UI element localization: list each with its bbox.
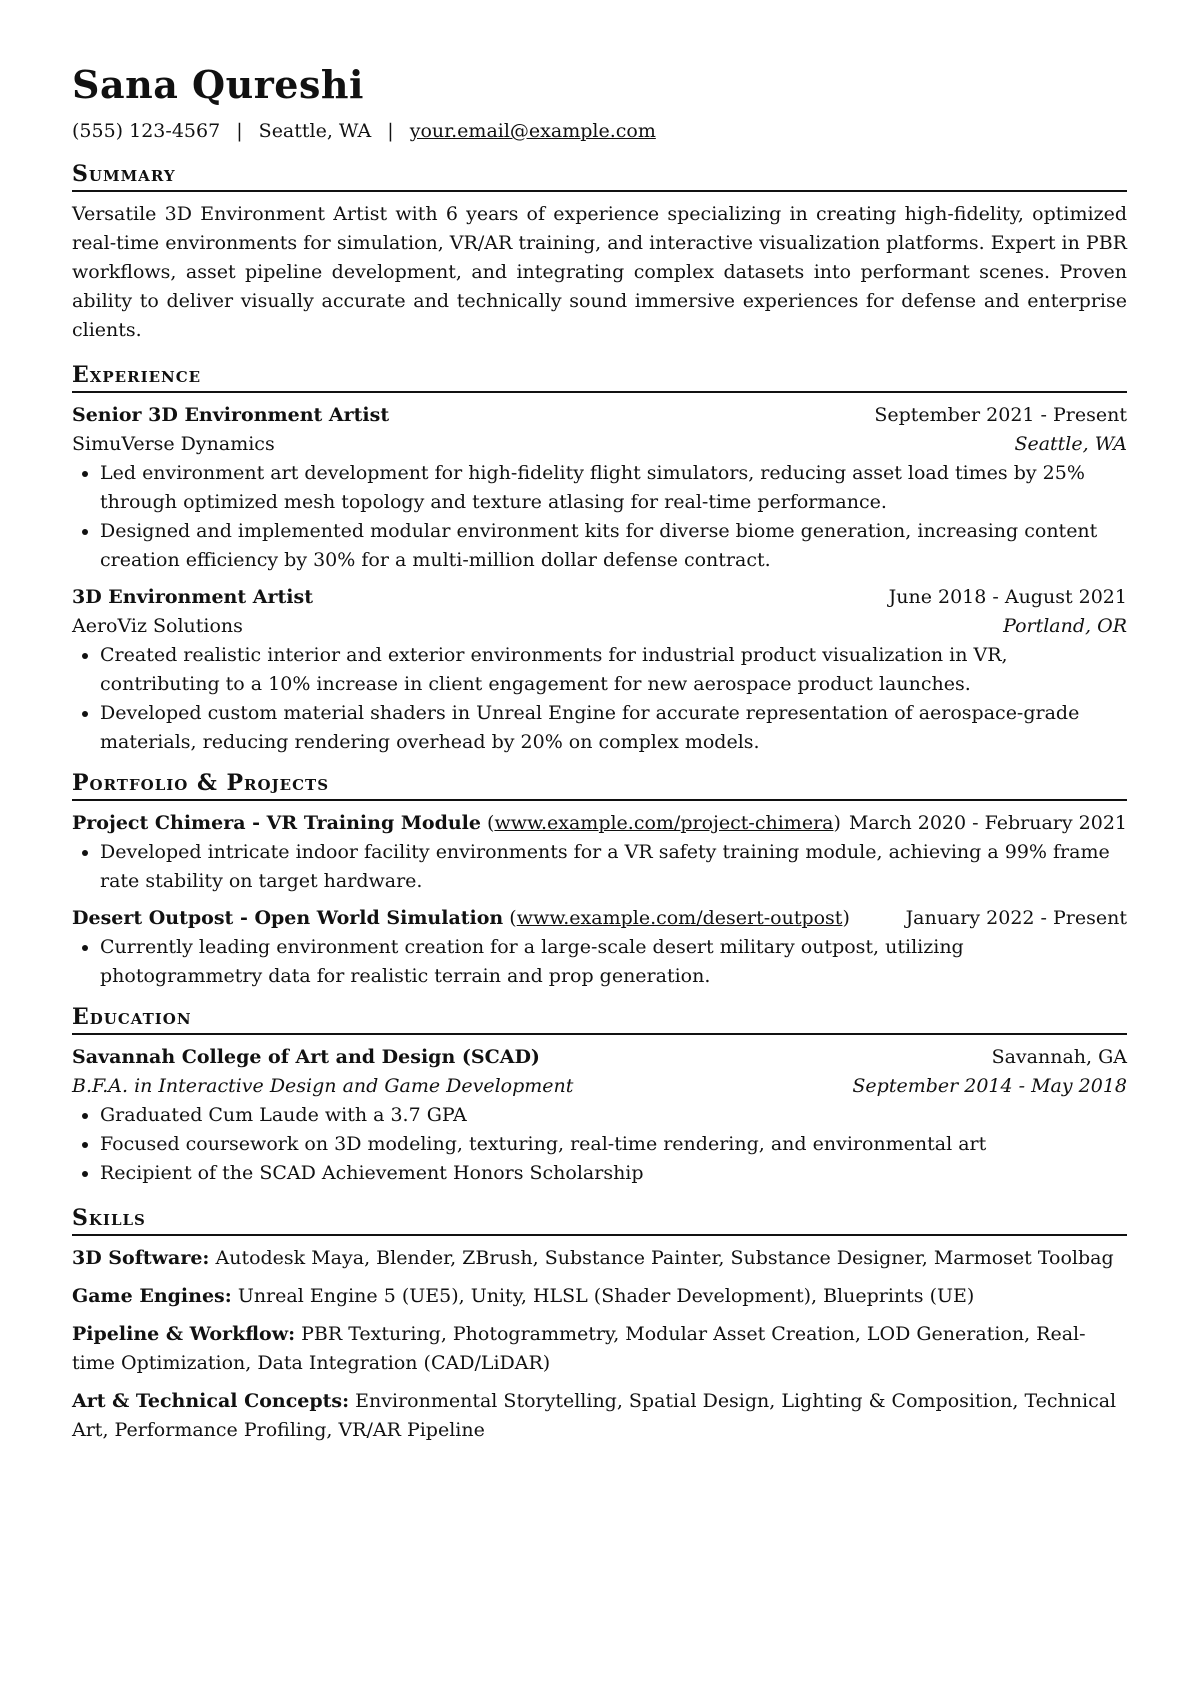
bullet-item: • Developed custom material shaders in Unreal Engine for accurate representation of aerospace-grade materials, reducing rendering overhead by 20% on complex models.	[100, 699, 1127, 757]
job-role: 3D Environment Artist	[72, 586, 313, 608]
education-degree-row	[72, 1072, 1127, 1101]
section-title-skills: Skills	[72, 1204, 1127, 1236]
skill-group	[72, 1282, 1127, 1311]
job-company: AeroViz Solutions	[72, 615, 243, 637]
skill-group	[72, 1387, 1127, 1445]
phone-number: (555) 123-4567	[72, 120, 221, 142]
project-dates: March 2020 - February 2021	[848, 812, 1127, 834]
bullet-item: • Graduated Cum Laude with a 3.7 GPA	[100, 1101, 1127, 1130]
resume-name: Sana Qureshi	[72, 62, 364, 107]
school-location: Savannah, GA	[991, 1046, 1127, 1068]
contact-separator: |	[387, 120, 394, 142]
bullet-item: • Recipient of the SCAD Achievement Honors Scholarship	[100, 1159, 1127, 1188]
bullet-item: • Currently leading environment creation for a large-scale desert military outpost, utilizing photogrammetry data for realistic terrain and prop generation.	[100, 933, 1127, 991]
experience-entry	[72, 583, 1127, 757]
degree: B.F.A. in Interactive Design and Game Development	[72, 1075, 574, 1097]
project-entry	[72, 904, 1127, 991]
education-bullets	[72, 1101, 1127, 1188]
contact-line	[72, 118, 1127, 144]
section-title-education: Education	[72, 1003, 1127, 1035]
job-header-row	[72, 401, 1127, 430]
project-link[interactable]: www.example.com/desert-outpost	[516, 907, 843, 929]
experience-section	[72, 361, 1127, 757]
bullet-item: • Developed intricate indoor facility environments for a VR safety training module, achieving a 99% frame rate stability on target hardware.	[100, 838, 1127, 896]
projects-section	[72, 769, 1127, 991]
skill-text: PBR Texturing, Photogrammetry, Modular Asset Creation, LOD Generation, Real-time Optimization, Data Integration (CAD/LiDAR)	[72, 1323, 1086, 1374]
skill-label: 3D Software:	[72, 1247, 210, 1269]
project-bullets	[72, 933, 1127, 991]
location: Seattle, WA	[258, 120, 372, 142]
job-dates: June 2018 - August 2021	[888, 586, 1127, 608]
skill-group	[72, 1244, 1127, 1273]
project-bullets	[72, 838, 1127, 896]
job-header-row	[72, 583, 1127, 612]
skill-label: Game Engines:	[72, 1285, 232, 1307]
job-company: SimuVerse Dynamics	[72, 433, 275, 455]
skill-text: Autodesk Maya, Blender, ZBrush, Substance Painter, Substance Designer, Marmoset Toolbag	[215, 1247, 1114, 1269]
section-title-summary: Summary	[72, 160, 1127, 192]
project-link[interactable]: www.example.com/project-chimera	[494, 812, 834, 834]
project-header: Desert Outpost - Open World Simulation (www.example.com/desert-outpost) January 2022 - Present	[72, 904, 1127, 933]
job-bullets	[72, 641, 1127, 757]
bullet-item: • Created realistic interior and exterior environments for industrial product visualization in VR, contributing to a 10% increase in client engagement for new aerospace product launches.	[100, 641, 1127, 699]
section-title-projects: Portfolio & Projects	[72, 769, 1127, 801]
resume-page	[72, 62, 1127, 1454]
project-dates: January 2022 - Present	[905, 907, 1127, 929]
project-name: Project Chimera - VR Training Module	[72, 812, 481, 834]
summary-section	[72, 160, 1127, 345]
bullet-item: • Led environment art development for high-fidelity flight simulators, reducing asset load times by 25% through optimized mesh topology and texture atlasing for real-time performance.	[100, 459, 1127, 517]
job-location: Portland, OR	[1003, 615, 1127, 637]
skill-group	[72, 1320, 1127, 1378]
email-link[interactable]: your.email@example.com	[409, 120, 656, 142]
education-section	[72, 1003, 1127, 1188]
job-role: Senior 3D Environment Artist	[72, 404, 390, 426]
summary-text: Versatile 3D Environment Artist with 6 years of experience specializing in creating high-fidelity, optimized real-time environments for simulation, VR/AR training, and interactive visualization platforms. Expert in PBR workflows, asset pipeline development, and integrating complex datasets into performant scenes. Proven ability to deliver visually accurate and technically sound immersive experiences for defense and enterprise clients.	[72, 203, 1127, 341]
job-location: Seattle, WA	[1014, 433, 1127, 455]
skill-text: Unreal Engine 5 (UE5), Unity, HLSL (Shader Development), Blueprints (UE)	[237, 1285, 975, 1307]
skills-section	[72, 1204, 1127, 1445]
skill-label: Art & Technical Concepts:	[72, 1390, 350, 1412]
experience-entry	[72, 401, 1127, 575]
project-header: Project Chimera - VR Training Module (www.example.com/project-chimera) March 2020 - February 2021	[72, 809, 1127, 838]
project-entry	[72, 809, 1127, 896]
skill-text: Environmental Storytelling, Spatial Design, Lighting & Composition, Technical Art, Performance Profiling, VR/AR Pipeline	[72, 1390, 1117, 1441]
bullet-item: • Designed and implemented modular environment kits for diverse biome generation, increasing content creation efficiency by 30% for a multi-million dollar defense contract.	[100, 517, 1127, 575]
job-company-row	[72, 612, 1127, 641]
job-bullets	[72, 459, 1127, 575]
project-name: Desert Outpost - Open World Simulation	[72, 907, 504, 929]
education-dates: September 2014 - May 2018	[852, 1075, 1127, 1097]
education-header-row	[72, 1043, 1127, 1072]
section-title-experience: Experience	[72, 361, 1127, 393]
job-company-row	[72, 430, 1127, 459]
bullet-item: • Focused coursework on 3D modeling, texturing, real-time rendering, and environmental art	[100, 1130, 1127, 1159]
contact-separator: |	[236, 120, 243, 142]
job-dates: September 2021 - Present	[874, 404, 1127, 426]
skill-label: Pipeline & Workflow:	[72, 1323, 296, 1345]
school-name: Savannah College of Art and Design (SCAD)	[72, 1046, 540, 1068]
